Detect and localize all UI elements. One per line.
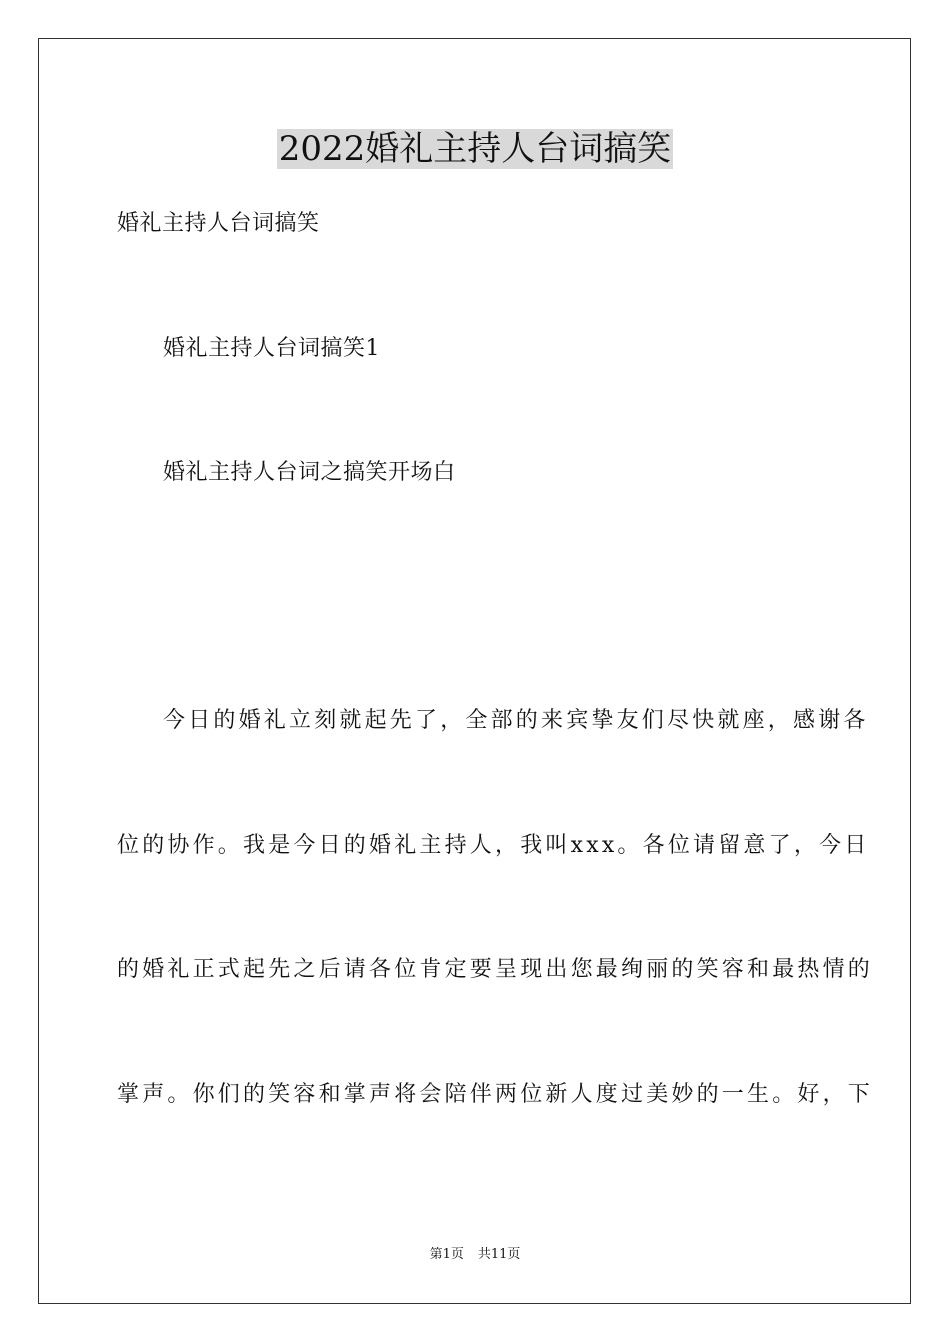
page-footer [0, 1246, 950, 1264]
body-line-1: 今日的婚礼立刻就起先了，全部的来宾挚友们尽快就座，感谢各 [163, 708, 869, 733]
body-line-3: 的婚礼正式起先之后请各位肯定要呈现出您最绚丽的笑容和最热情的 [117, 957, 874, 982]
document-title [0, 126, 950, 172]
body-line-4: 掌声。你们的笑容和掌声将会陪伴两位新人度过美妙的一生。好，下 [117, 1082, 874, 1107]
document-title-text: 2022婚礼主持人台词搞笑 [278, 129, 672, 169]
page-number: 第1页 [429, 1247, 464, 1262]
page-total: 共11页 [477, 1247, 521, 1262]
document-subtitle: 婚礼主持人台词搞笑 [117, 211, 320, 236]
section-heading-2: 婚礼主持人台词之搞笑开场白 [163, 460, 456, 485]
body-line-2: 位的协作。我是今日的婚礼主持人，我叫xxx。各位请留意了，今日 [117, 833, 870, 858]
section-heading-1: 婚礼主持人台词搞笑1 [163, 336, 380, 361]
